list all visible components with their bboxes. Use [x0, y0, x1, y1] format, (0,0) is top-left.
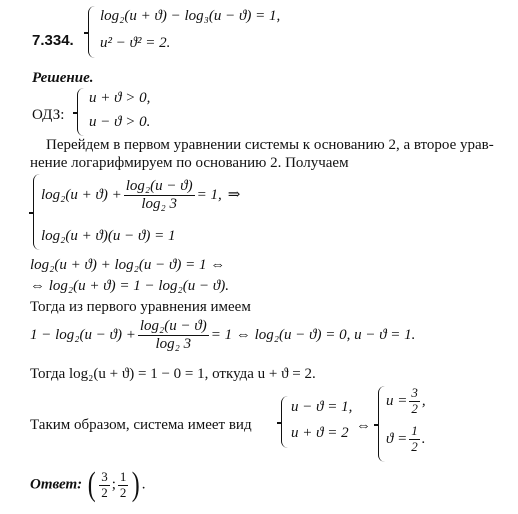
- odz-cond1: u + ϑ > 0,: [89, 90, 151, 106]
- result-u: [386, 386, 426, 417]
- then-first: Тогда из первого уравнения имеем: [30, 299, 251, 315]
- problem-number: 7.334.: [32, 32, 74, 49]
- system2-eq1-right: = 1,: [196, 187, 222, 204]
- final-brace: [281, 396, 290, 448]
- then-line: Тогда log₂(u + ϑ) = 1 − 0 = 1, откуда u + ϑ = 2.: [30, 366, 316, 382]
- system2: [33, 174, 273, 250]
- answer-separator: ;: [111, 476, 116, 493]
- system2-frac-den: log₂ 3: [141, 196, 177, 213]
- answer-fraction2: [118, 470, 129, 501]
- answer-den2: 2: [119, 484, 127, 500]
- system2-implies: ⇒: [227, 187, 241, 204]
- result-system: [378, 386, 458, 462]
- system2-eq1-left: log₂(u + ϑ) +: [41, 187, 122, 204]
- big-equation: [30, 318, 415, 354]
- solution-heading: Решение.: [32, 70, 94, 86]
- answer-num1: 3: [101, 468, 108, 484]
- line-a: log₂(u + ϑ) + log₂(u − ϑ) = 1 ⇔: [30, 257, 226, 273]
- result-u-end: ,: [421, 392, 426, 409]
- problem-brace: [88, 6, 97, 58]
- system2-fraction: [124, 178, 195, 214]
- system2-eq1: [41, 178, 240, 214]
- result-v-end: .: [421, 430, 426, 447]
- result-u-den: 2: [411, 400, 418, 416]
- result-u-label: u =: [386, 392, 408, 409]
- odz-label: ОДЗ:: [32, 107, 65, 123]
- odz-brace: [77, 88, 86, 136]
- answer-den1: 2: [101, 484, 108, 500]
- final-equiv: ⇔: [356, 418, 371, 434]
- result-v-num: 1: [411, 423, 418, 438]
- para1-line2: нение логарифмируем по основанию 2. Получаем: [30, 155, 349, 171]
- answer-num2: 1: [119, 468, 127, 484]
- result-v-fraction: [409, 424, 420, 455]
- system2-eq2: log₂(u + ϑ)(u − ϑ) = 1: [41, 228, 176, 244]
- big-eq-left: 1 − log₂(u − ϑ) +: [30, 327, 136, 344]
- final-eq1: u − ϑ = 1,: [291, 399, 353, 415]
- answer: [30, 468, 145, 502]
- big-eq-right: = 1 ⇔ log₂(u − ϑ) = 0, u − ϑ = 1.: [210, 327, 416, 344]
- result-v-den: 2: [411, 438, 418, 454]
- result-u-num: 3: [411, 385, 418, 400]
- system2-frac-num: log₂(u − ϑ): [124, 178, 195, 196]
- odz-system: [77, 88, 197, 136]
- problem-system: [88, 6, 308, 58]
- final-eq2: u + ϑ = 2: [291, 425, 349, 441]
- answer-close-paren: ): [132, 466, 141, 503]
- result-v: [386, 424, 425, 455]
- big-frac-den: log₂ 3: [155, 336, 192, 353]
- problem-eq1: log₂(u + ϑ) − log₃(u − ϑ) = 1,: [100, 8, 281, 24]
- para1-line1: Перейдем в первом уравнении системы к основанию 2, а второе урав-: [46, 137, 494, 153]
- big-frac-num: log₂(u − ϑ): [138, 318, 209, 336]
- thus-text: Таким образом, система имеет вид: [30, 417, 252, 433]
- line-b: ⇔ log₂(u + ϑ) = 1 − log₂(u − ϑ).: [30, 278, 229, 294]
- answer-open-paren: (: [87, 466, 96, 503]
- problem-eq2: u² − ϑ² = 2.: [100, 35, 171, 51]
- answer-label: Ответ:: [30, 476, 83, 493]
- answer-end: .: [141, 476, 146, 493]
- answer-fraction1: [99, 470, 110, 501]
- result-v-label: ϑ =: [386, 430, 408, 447]
- big-eq-fraction: [138, 318, 209, 354]
- odz-cond2: u − ϑ > 0.: [89, 114, 151, 130]
- result-u-fraction: [409, 386, 420, 417]
